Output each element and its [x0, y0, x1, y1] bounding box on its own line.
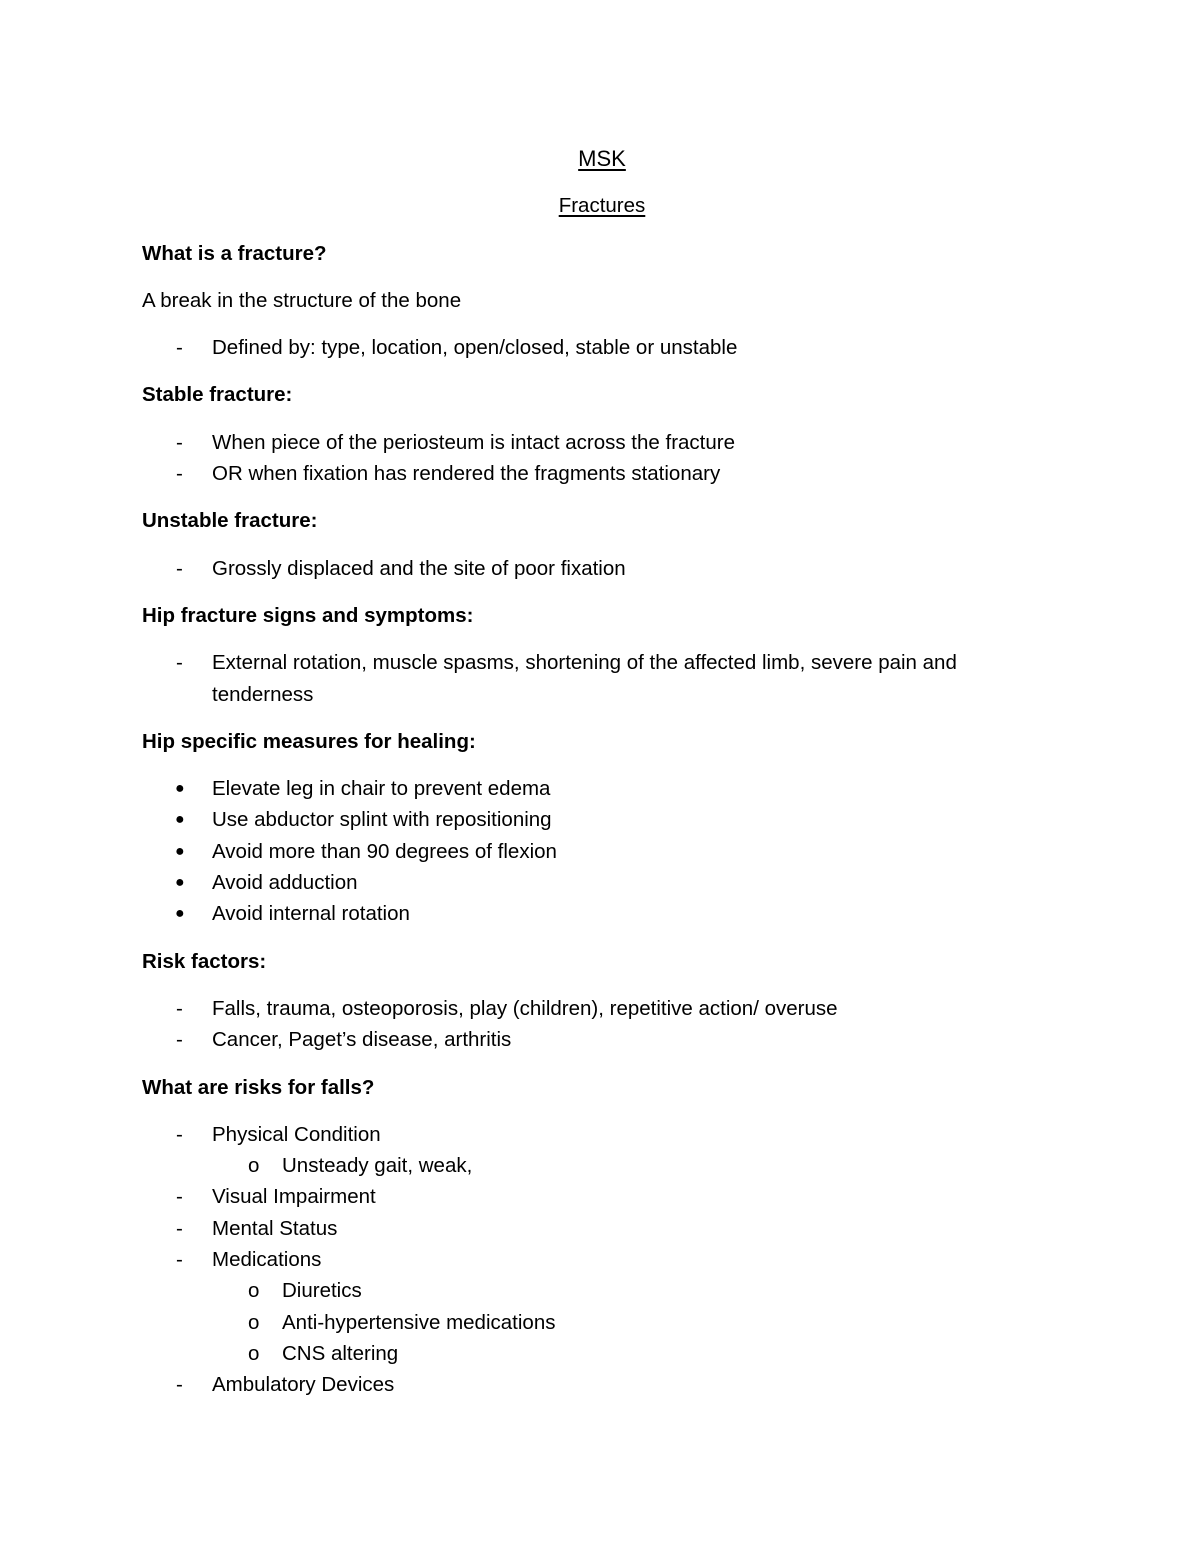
dash-marker: - [176, 1122, 183, 1146]
dash-marker: - [176, 1185, 183, 1209]
list-item: - Medications o Diuretics o Anti-hypertensive medications o CNS altering [142, 1244, 1062, 1369]
fall-risks-list [142, 1119, 1062, 1401]
list-item: - Falls, trauma, osteoporosis, play (children), repetitive action/ overuse [142, 993, 1062, 1024]
risk-factors-list [142, 993, 1062, 1056]
physical-condition-sublist [212, 1150, 1062, 1181]
dash-marker: - [176, 556, 183, 580]
section-heading-unstable-fracture: Unstable fracture: [142, 509, 318, 533]
bullet-marker: ● [175, 842, 185, 860]
list-item: ● Avoid internal rotation [142, 898, 1062, 929]
section-heading-stable-fracture: Stable fracture: [142, 383, 293, 407]
dash-marker: - [176, 430, 183, 454]
dash-marker: - [176, 1373, 183, 1397]
fracture-definition: A break in the structure of the bone [142, 288, 462, 312]
dash-marker: - [176, 1216, 183, 1240]
hip-measures-list [142, 773, 1062, 929]
circle-marker: o [248, 1341, 260, 1365]
unstable-fracture-list [142, 553, 1062, 584]
circle-marker: o [248, 1310, 260, 1334]
dash-marker: - [176, 1028, 183, 1052]
dash-marker: - [176, 1248, 183, 1272]
dash-marker: - [176, 336, 183, 360]
circle-marker: o [248, 1154, 260, 1178]
medications-sublist [212, 1275, 1062, 1369]
sublist-item: o CNS altering [212, 1338, 1062, 1369]
list-item: - Visual Impairment [142, 1181, 1062, 1212]
list-item: - Physical Condition o Unsteady gait, weak, [142, 1119, 1062, 1182]
hip-fracture-signs-list [142, 647, 1062, 710]
list-item: - Grossly displaced and the site of poor fixation [142, 553, 1062, 584]
dash-marker: - [176, 651, 183, 675]
bullet-marker: ● [175, 780, 185, 798]
section-heading-fall-risks: What are risks for falls? [142, 1075, 375, 1099]
document-body [142, 143, 1062, 1417]
section-heading-hip-measures: Hip specific measures for healing: [142, 729, 476, 753]
fracture-definition-list [142, 332, 1062, 363]
bullet-marker: ● [175, 874, 185, 892]
sublist-item: o Anti-hypertensive medications [212, 1307, 1062, 1338]
list-item: - Defined by: type, location, open/closed, stable or unstable [142, 332, 1062, 363]
list-item: - Mental Status [142, 1213, 1062, 1244]
section-heading-risk-factors: Risk factors: [142, 949, 267, 973]
dash-marker: - [176, 462, 183, 486]
circle-marker: o [248, 1279, 260, 1303]
list-item: ● Avoid more than 90 degrees of flexion [142, 836, 1062, 867]
list-item: - Cancer, Paget’s disease, arthritis [142, 1024, 1062, 1055]
list-item: - Ambulatory Devices [142, 1369, 1062, 1400]
dash-marker: - [176, 996, 183, 1020]
list-item: - When piece of the periosteum is intact across the fracture [142, 427, 1062, 458]
section-heading-what-is-fracture: What is a fracture? [142, 241, 327, 265]
bullet-marker: ● [175, 905, 185, 923]
list-item: - OR when fixation has rendered the fragments stationary [142, 458, 1062, 489]
list-item: ● Avoid adduction [142, 867, 1062, 898]
document-subtitle: Fractures [558, 194, 646, 218]
list-item: - External rotation, muscle spasms, shortening of the affected limb, severe pain and tenderness [142, 647, 1062, 710]
section-heading-hip-fracture-signs: Hip fracture signs and symptoms: [142, 603, 474, 627]
sublist-item: o Diuretics [212, 1275, 1062, 1306]
list-item: ● Elevate leg in chair to prevent edema [142, 773, 1062, 804]
list-item: ● Use abductor splint with repositioning [142, 804, 1062, 835]
document-title: MSK [578, 146, 626, 171]
bullet-marker: ● [175, 811, 185, 829]
stable-fracture-list [142, 427, 1062, 490]
sublist-item: o Unsteady gait, weak, [212, 1150, 1062, 1181]
